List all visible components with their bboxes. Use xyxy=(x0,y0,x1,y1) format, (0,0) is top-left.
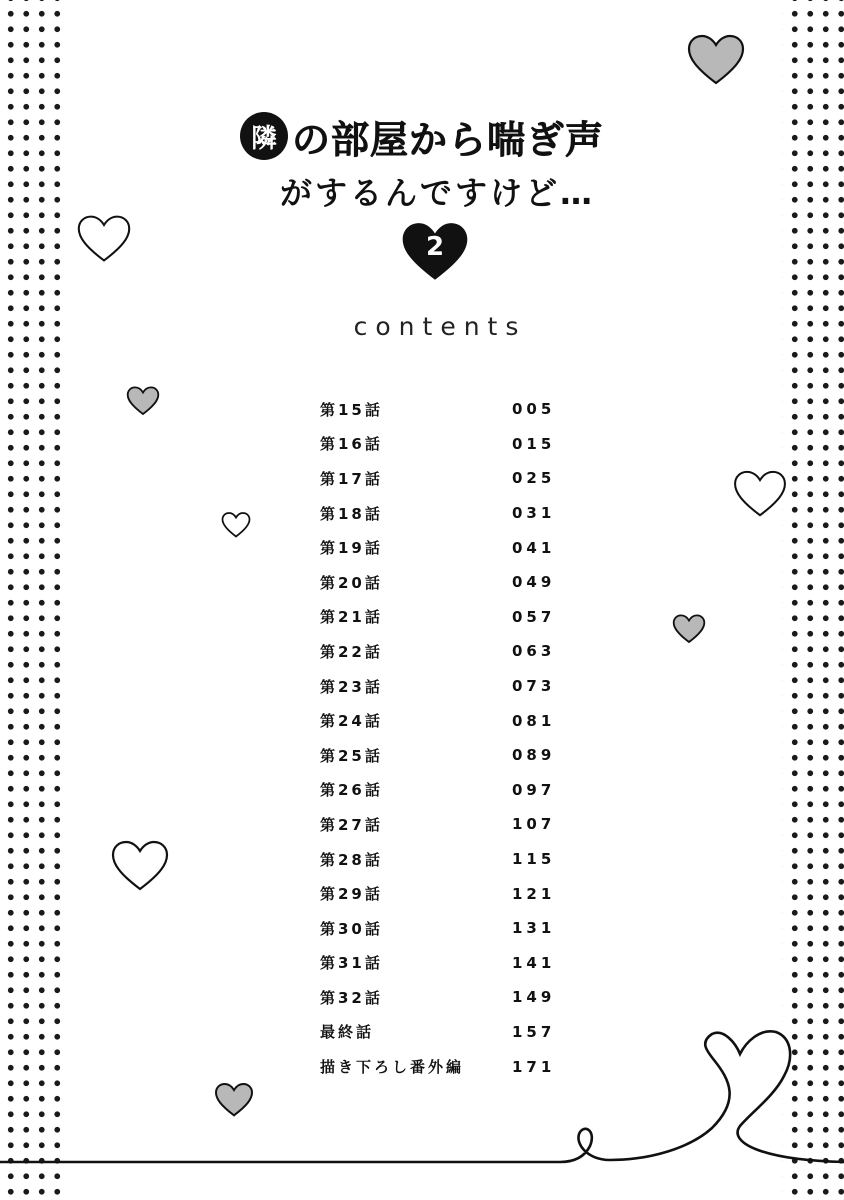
toc-row xyxy=(320,842,560,877)
heart-icon xyxy=(76,214,132,264)
toc-page-number: 107 xyxy=(512,815,556,834)
toc-page-number: 141 xyxy=(512,953,556,972)
toc-chapter-label: 第31話 xyxy=(320,954,383,973)
toc-row xyxy=(320,634,560,669)
toc-row xyxy=(320,738,560,773)
toc-page-number: 031 xyxy=(512,504,556,523)
toc-row xyxy=(320,876,560,911)
toc-chapter-label: 第26話 xyxy=(320,781,383,800)
toc-page-number: 121 xyxy=(512,884,556,903)
toc-row xyxy=(320,946,560,981)
toc-chapter-label: 第28話 xyxy=(320,850,383,869)
toc-row xyxy=(320,530,560,565)
toc-page-number: 171 xyxy=(512,1057,556,1076)
table-of-contents xyxy=(320,392,560,1084)
volume-number: 2 xyxy=(425,232,445,262)
toc-page-number: 057 xyxy=(512,607,556,626)
toc-chapter-label: 第21話 xyxy=(320,608,383,627)
heart-icon xyxy=(126,386,160,416)
toc-page-number: 157 xyxy=(512,1022,556,1041)
toc-chapter-label: 第25話 xyxy=(320,746,383,765)
title-subtitle: がするんですけど… xyxy=(280,174,596,212)
toc-chapter-label: 第19話 xyxy=(320,539,383,558)
toc-row xyxy=(320,565,560,600)
toc-row xyxy=(320,911,560,946)
title-badge: 隣 xyxy=(240,112,288,160)
toc-row xyxy=(320,807,560,842)
toc-row xyxy=(320,427,560,462)
toc-chapter-label: 第20話 xyxy=(320,573,383,592)
toc-chapter-label: 第16話 xyxy=(320,435,383,454)
toc-page-number: 089 xyxy=(512,746,556,765)
toc-page-number: 025 xyxy=(512,469,556,488)
book-title xyxy=(240,106,640,166)
title-main: の部屋から喘ぎ声 xyxy=(292,117,605,162)
toc-page-number: 149 xyxy=(512,988,556,1007)
toc-row xyxy=(320,773,560,808)
toc-page-number: 115 xyxy=(512,850,556,869)
toc-chapter-label: 第23話 xyxy=(320,677,383,696)
heart-icon xyxy=(221,512,251,538)
toc-chapter-label: 第32話 xyxy=(320,988,383,1007)
toc-page-number: 081 xyxy=(512,711,556,730)
toc-row xyxy=(320,496,560,531)
toc-page-number: 131 xyxy=(512,919,556,938)
toc-chapter-label: 最終話 xyxy=(320,1023,375,1042)
heart-icon xyxy=(732,470,788,518)
volume-badge xyxy=(400,222,470,282)
toc-chapter-label: 第18話 xyxy=(320,504,383,523)
toc-row xyxy=(320,392,560,427)
toc-page-number: 097 xyxy=(512,780,556,799)
toc-chapter-label: 第22話 xyxy=(320,642,383,661)
toc-page-number: 005 xyxy=(512,400,556,419)
toc-row xyxy=(320,669,560,704)
toc-page-number: 049 xyxy=(512,573,556,592)
heart-icon xyxy=(686,34,746,86)
toc-chapter-label: 第27話 xyxy=(320,815,383,834)
toc-chapter-label: 第17話 xyxy=(320,469,383,488)
toc-chapter-label: 第29話 xyxy=(320,885,383,904)
toc-row xyxy=(320,703,560,738)
contents-heading: contents xyxy=(353,312,527,341)
toc-chapter-label: 描き下ろし番外編 xyxy=(320,1058,465,1077)
toc-page-number: 041 xyxy=(512,538,556,557)
heart-icon xyxy=(672,614,706,644)
toc-chapter-label: 第30話 xyxy=(320,919,383,938)
toc-page-number: 015 xyxy=(512,434,556,453)
toc-row xyxy=(320,1049,560,1084)
toc-page-number: 073 xyxy=(512,677,556,696)
toc-row xyxy=(320,461,560,496)
heart-icon xyxy=(110,840,170,892)
toc-chapter-label: 第24話 xyxy=(320,712,383,731)
toc-row xyxy=(320,980,560,1015)
toc-row xyxy=(320,600,560,635)
toc-row xyxy=(320,1015,560,1050)
toc-page-number: 063 xyxy=(512,642,556,661)
toc-chapter-label: 第15話 xyxy=(320,400,383,419)
